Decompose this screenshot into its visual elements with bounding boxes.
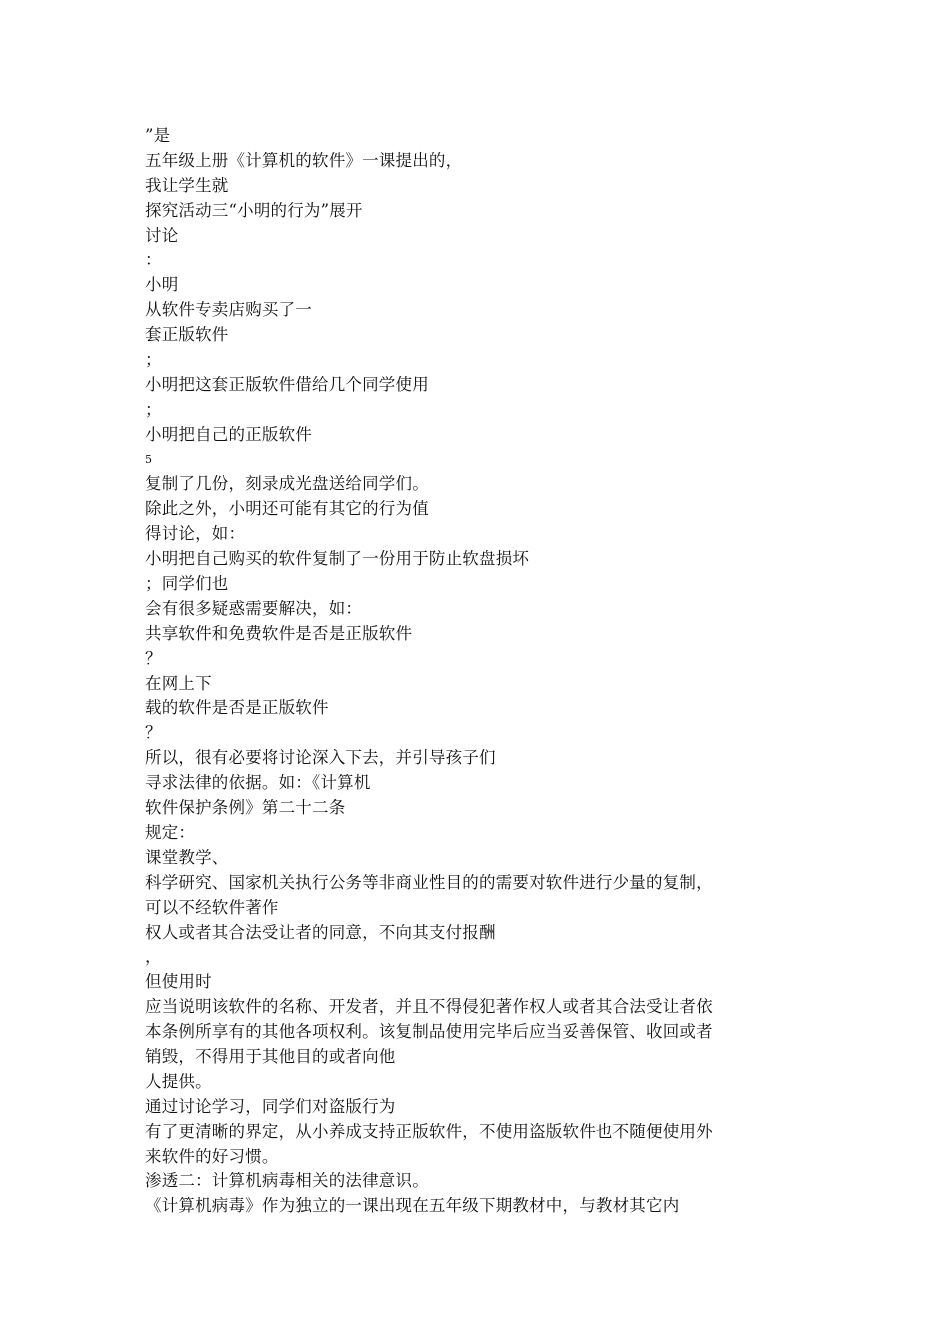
text-line: 小明把自己的正版软件: [145, 424, 312, 444]
text-line: 除此之外，小明还可能有其它的行为值: [145, 499, 429, 519]
text-line: 五年级上册《计算机的软件》一课提出的，: [145, 150, 463, 170]
text-line: 小明把自己购买的软件复制了一份用于防止软盘损坏: [145, 549, 530, 569]
text-line: 套正版软件: [145, 325, 229, 345]
text-line: 得讨论，如：: [145, 524, 246, 544]
text-line: 渗透二：计算机病毒相关的法律意识。: [145, 1171, 429, 1191]
text-line: 权人或者其合法受让者的同意，不向其支付报酬: [145, 922, 496, 942]
text-line: 小明把这套正版软件借给几个同学使用: [145, 374, 429, 394]
text-line: 但使用时: [145, 972, 212, 992]
text-line: 课堂教学、: [145, 847, 229, 867]
text-line: 在网上下: [145, 673, 212, 693]
text-line: 科学研究、国家机关执行公务等非商业性目的的需要对软件进行少量的复制，: [145, 872, 713, 892]
text-line: ；: [145, 399, 162, 419]
text-line: 人提供。: [145, 1071, 212, 1091]
text-line: ；同学们也: [145, 574, 229, 594]
text-line: 可以不经软件著作: [145, 897, 279, 917]
text-line: 载的软件是否是正版软件: [145, 698, 329, 718]
text-line: ；: [145, 350, 162, 370]
footnote-marker: 5: [145, 452, 153, 466]
text-line: 通过讨论学习，同学们对盗版行为: [145, 1096, 396, 1116]
text-line: 从软件专卖店购买了一: [145, 300, 312, 320]
text-line: ：: [145, 250, 162, 270]
text-line: 会有很多疑惑需要解决，如：: [145, 598, 363, 618]
text-line: 我让学生就: [145, 175, 229, 195]
text-line: 所以，很有必要将讨论深入下去，并引导孩子们: [145, 748, 496, 768]
text-line: 规定：: [145, 822, 196, 842]
text-line: ？: [145, 723, 162, 743]
text-line: 讨论: [145, 225, 179, 245]
text-line: 软件保护条例》第二十二条: [145, 798, 346, 818]
text-line: 复制了几份，刻录成光盘送给同学们。: [145, 474, 429, 494]
text-line: 应当说明该软件的名称、开发者，并且不得侵犯著作权人或者其合法受让者依: [145, 997, 713, 1017]
document-body: [145, 124, 755, 1219]
text-line: 销毁，不得用于其他目的或者向他: [145, 1046, 396, 1066]
text-line: 来软件的好习惯。: [145, 1146, 279, 1166]
text-line: 探究活动三“小明的行为”展开: [145, 200, 363, 220]
text-line: 寻求法律的依据。如：《计算机: [145, 773, 371, 793]
text-line: 本条例所享有的其他各项权利。该复制品使用完毕后应当妥善保管、收回或者: [145, 1022, 713, 1042]
text-line: 《计算机病毒》作为独立的一课出现在五年级下期教材中，与教材其它内: [145, 1196, 680, 1216]
text-line: 共享软件和免费软件是否是正版软件: [145, 623, 413, 643]
text-line: ，: [145, 947, 162, 967]
text-line: 小明: [145, 275, 179, 295]
text-line: ”是: [145, 126, 171, 145]
text-line: 有了更清晰的界定，从小养成支持正版软件，不使用盗版软件也不随便使用外: [145, 1121, 713, 1141]
text-line: ？: [145, 648, 162, 668]
